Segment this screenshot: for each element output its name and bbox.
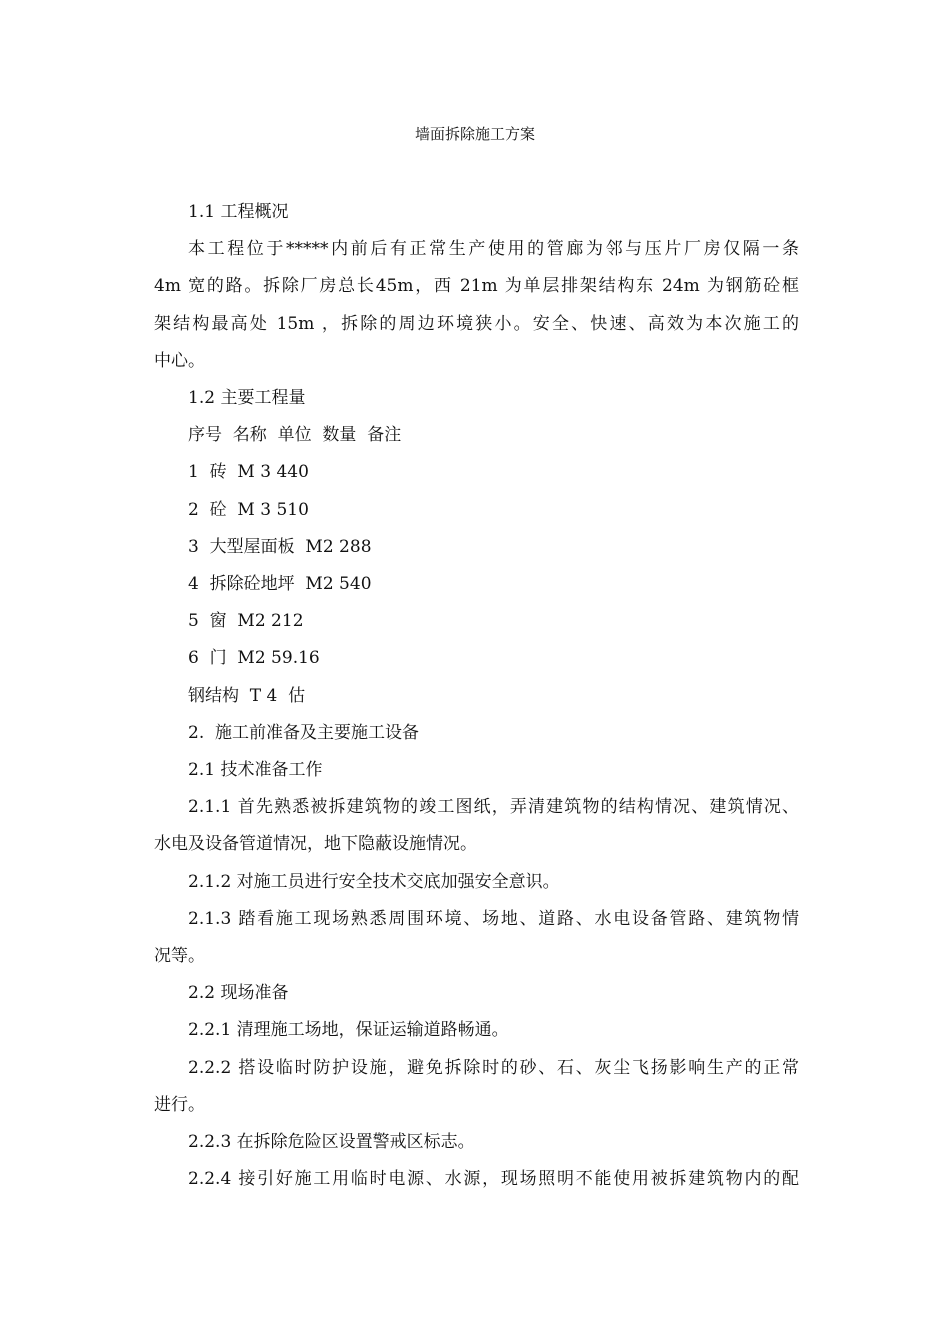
paragraph-line: 水电及设备管道情况，地下隐蔽设施情况。: [154, 834, 477, 855]
section-2-1-1-paragraph: [154, 789, 799, 863]
section-1-2-heading: 1.2 主要工程量: [188, 388, 306, 409]
paragraph-line: 2.1.1 首先熟悉被拆建筑物的竣工图纸，弄清建筑物的结构情况、建筑情况、: [188, 797, 799, 818]
document-title: 墙面拆除施工方案: [414, 125, 535, 143]
section-2-heading: 2. 施工前准备及主要施工设备: [188, 722, 420, 743]
section-2-2-2-paragraph: [154, 1050, 799, 1124]
section-2-1-3-paragraph: [154, 901, 799, 975]
paragraph-line: 架结构最高处 15m ，拆除的周边环境狭小。安全、快速、高效为本次施工的: [154, 313, 799, 334]
project-overview-paragraph: [154, 231, 799, 380]
paragraph-line: 况等。: [154, 946, 205, 967]
section-2-2-1-paragraph: 2.2.1 清理施工场地，保证运输道路畅通。: [188, 1020, 509, 1041]
section-2-2-3-paragraph: 2.2.3 在拆除危险区设置警戒区标志。: [188, 1132, 475, 1153]
document-body: [154, 194, 799, 1198]
paragraph-line: 2.2.2 搭设临时防护设施，避免拆除时的砂、石、灰尘飞扬影响生产的正常: [188, 1057, 799, 1078]
quantity-table-row: 3 大型屋面板 M2 288: [188, 536, 372, 557]
paragraph-line: 进行。: [154, 1094, 205, 1115]
paragraph-line: 2.2.4 接引好施工用临时电源、水源，现场照明不能使用被拆建筑物内的配: [188, 1169, 799, 1190]
section-1-1-heading: 1.1 工程概况: [188, 202, 289, 222]
section-2-1-heading: 2.1 技术准备工作: [188, 760, 323, 781]
paragraph-line: 中心。: [154, 350, 205, 371]
quantity-table-row: 4 拆除砼地坪 M2 540: [188, 574, 372, 595]
section-2-1-2-paragraph: 2.1.2 对施工员进行安全技术交底加强安全意识。: [188, 871, 560, 892]
quantity-table-header: 序号 名称 单位 数量 备注: [188, 425, 402, 446]
quantity-table-row: 1 砖 M 3 440: [188, 462, 309, 483]
quantity-table-row: 2 砼 M 3 510: [188, 499, 309, 520]
quantity-table-row: 5 窗 M2 212: [188, 611, 304, 632]
paragraph-line: 4m 宽的路。拆除厂房总长45m，西 21m 为单层排架结构东 24m 为钢筋砼框: [154, 276, 799, 297]
quantity-table-row: 钢结构 T 4 估: [188, 685, 306, 706]
section-2-2-heading: 2.2 现场准备: [188, 983, 289, 1004]
paragraph-line: 本工程位于*****内前后有正常生产使用的管廊为邻与压片厂房仅隔一条: [188, 239, 799, 260]
quantity-table-row: 6 门 M2 59.16: [188, 648, 320, 669]
section-2-2-4-paragraph: [154, 1161, 799, 1198]
paragraph-line: 2.1.3 踏看施工现场熟悉周围环境、场地、道路、水电设备管路、建筑物情: [188, 908, 799, 929]
